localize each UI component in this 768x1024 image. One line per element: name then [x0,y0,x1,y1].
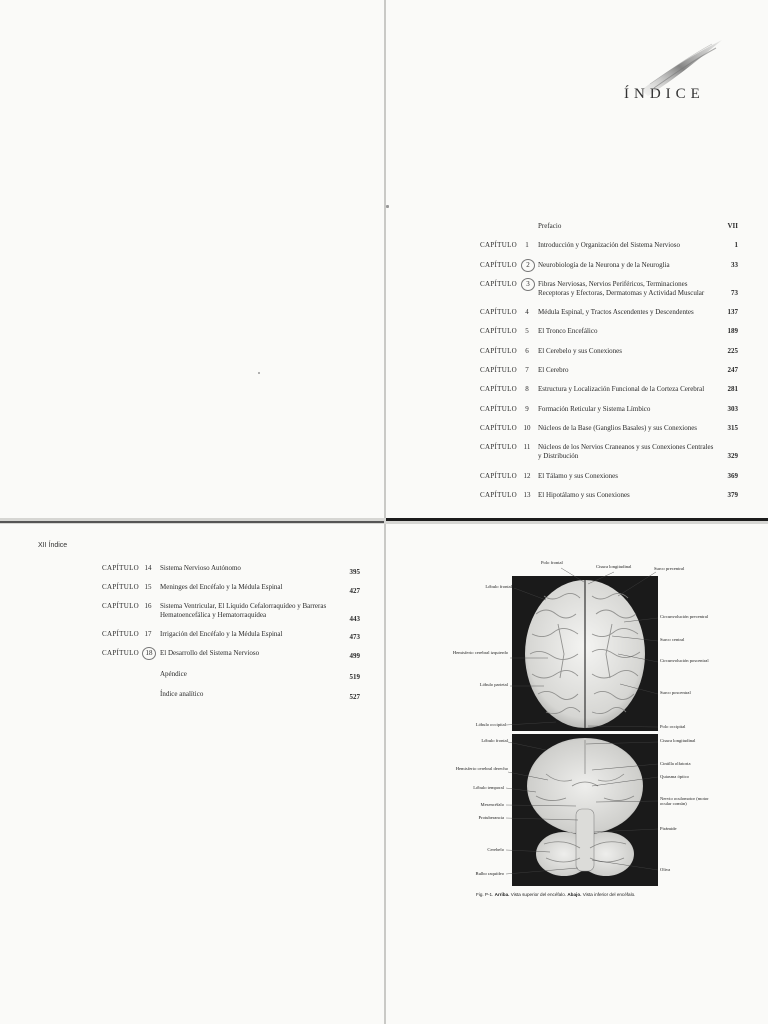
page-number: 1 [734,241,738,249]
page-number: 519 [349,673,360,681]
chapter-number: 10 [523,424,531,432]
label-hemisferio-izquierdo: Hemisferio cerebral izquierdo [452,650,508,655]
page-number: 329 [727,452,738,460]
index-title: ÍNDICE [624,86,705,102]
chapter-title: Irrigación del Encéfalo y la Médula Espinal [160,630,283,638]
scan-edge-shadow [386,518,768,521]
label-protuberancia: Protuberancia [478,815,504,820]
label-lobulo-frontal-inf: Lóbulo frontal [481,738,508,743]
label-oliva: Oliva [660,867,671,872]
page-number: 379 [727,491,738,499]
chapter-title: Sistema Ventricular, El Líquido Cefalorraquídeo y Barreras Hematoencefálica y Hematorraquídea [160,602,327,619]
chapter-label: CAPÍTULO [102,649,140,657]
chapter-number: 4 [525,308,529,316]
label-lobulo-parietal: Lóbulo parietal [479,682,508,687]
caption-b: Vista superior del encéfalo. [510,892,567,897]
page-number: 189 [727,327,738,335]
chapter-number: 3 [521,278,535,291]
chapter-title: Meninges del Encéfalo y la Médula Espinal [160,583,283,591]
label-bulbo-raquideo: Bulbo raquídeo [475,871,504,876]
chapter-title: Sistema Nervioso Autónomo [160,564,241,572]
chapter-title: Fibras Nerviosas, Nervios Periféricos, Terminaciones Receptoras y Efectoras, Dermatomas y Actividad Muscular [538,280,705,297]
label-surco-poscentral: Surco poscentral [660,690,691,695]
caption-c: Abajo. [567,892,582,897]
chapter-label: CAPÍTULO [480,491,518,499]
index-page [386,0,768,518]
chapter-title: Estructura y Localización Funcional de la Corteza Cerebral [538,385,705,393]
chapter-label: CAPÍTULO [480,280,518,288]
label-cintilla-olfatoria: Cintilla olfatoria [660,761,691,766]
paper-speck [386,205,389,208]
chapter-label: CAPÍTULO [480,443,518,451]
figure-page [386,524,768,1024]
chapter-number: 15 [144,583,152,591]
chapter-title: El Cerebro [538,366,569,374]
chapter-label: CAPÍTULO [480,424,518,432]
page-number: VII [727,222,738,230]
chapter-label: CAPÍTULO [102,583,140,591]
page-number: 73 [731,288,738,297]
chapter-label: CAPÍTULO [480,308,518,316]
table-of-contents [480,222,738,512]
chapter-title: Núcleos de los Nervios Craneanos y sus Conexiones Centrales y Distribución [538,443,714,460]
page-number: 395 [349,568,360,576]
scan-edge-shadow [0,521,384,523]
chapter-number: 1 [525,241,529,249]
table-of-contents [102,564,360,764]
chapter-number: 16 [144,602,152,610]
paper-speck [258,372,260,374]
page-number: 427 [349,587,360,595]
chapter-label: CAPÍTULO [480,347,518,355]
chapter-label: CAPÍTULO [480,472,518,480]
page-number: 527 [349,693,360,701]
page-number: 369 [727,472,738,480]
chapter-title: El Tronco Encefálico [538,327,598,335]
label-polo-frontal: Polo frontal [541,560,563,565]
chapter-label: CAPÍTULO [480,327,518,335]
page-number: 473 [349,633,360,641]
running-header: XII Índice [38,542,68,549]
chapter-number: 12 [523,472,531,480]
chapter-title: Formación Reticular y Sistema Límbico [538,405,651,413]
chapter-title: Introducción y Organización del Sistema Nervioso [538,241,680,249]
label-piramide: Pirámide [660,826,677,831]
caption-a: Arriba. [494,892,510,897]
label-circ-poscentral: Circunvolución poscentral [660,658,709,663]
label-mesencefalo: Mesencéfalo [480,802,504,807]
page-number: 247 [727,366,738,374]
chapter-title: Médula Espinal, y Tractos Ascendentes y Descendentes [538,308,694,316]
chapter-label: CAPÍTULO [480,385,518,393]
chapter-number: 18 [142,647,156,660]
label-circ-precentral: Circunvolución precentral [660,614,709,619]
chapter-number: 5 [525,327,529,335]
label-cisura-longitudinal-inf: Cisura longitudinal [660,738,696,743]
caption-prefix: Fig. P-1. [476,892,494,897]
chapter-title: Prefacio [538,222,562,230]
label-hemisferio-derecho: Hemisferio cerebral derecho [455,766,508,771]
chapter-number: 14 [144,564,152,572]
chapter-number: 7 [525,366,529,374]
page-number: 281 [727,385,738,393]
label-surco-central: Surco central [660,637,685,642]
chapter-number: 6 [525,347,529,355]
label-cisura-longitudinal: Cisura longitudinal [596,564,632,569]
label-lobulo-frontal: Lóbulo frontal [485,584,512,589]
chapter-label: CAPÍTULO [480,366,518,374]
chapter-title: Núcleos de la Base (Ganglios Basales) y sus Conexiones [538,424,698,432]
caption-d: Vista inferior del encéfalo. [582,892,636,897]
label-lobulo-temporal: Lóbulo temporal [473,785,504,790]
page-number: 33 [731,261,738,269]
label-cerebelo: Cerebelo [487,847,504,852]
label-surco-precentral: Surco precentral [654,566,685,571]
chapter-label: CAPÍTULO [102,630,140,638]
page-number: 137 [727,308,738,316]
chapter-number: 2 [521,259,535,272]
label-nervio-oculomotor: Nervio oculomotor (motor ocular común) [660,796,709,807]
figure-caption [476,892,635,897]
chapter-label: CAPÍTULO [480,405,518,413]
label-polo-occipital: Polo occipital [660,724,686,729]
index-page-continued [0,524,384,1024]
chapter-title: Índice analítico [160,690,204,698]
chapter-title: Neurobiología de la Neurona y de la Neuroglia [538,261,670,269]
page-number: 225 [727,347,738,355]
chapter-label: CAPÍTULO [480,261,518,269]
page-number: 303 [727,405,738,413]
page-number: 315 [727,424,738,432]
chapter-number: 9 [525,405,529,413]
chapter-number: 17 [144,630,152,638]
chapter-title: El Hipotálamo y sus Conexiones [538,491,630,499]
page-number: 443 [349,615,360,623]
chapter-number: 13 [523,491,531,499]
chapter-number: 11 [523,443,531,451]
chapter-label: CAPÍTULO [102,602,140,610]
chapter-title: El Tálamo y sus Conexiones [538,472,618,480]
page-number: 499 [349,652,360,660]
chapter-title: El Cerebelo y sus Conexiones [538,347,622,355]
label-lobulo-occipital: Lóbulo occipital [475,722,506,727]
label-quiasma-optico: Quiasma óptico [660,774,689,779]
chapter-label: CAPÍTULO [102,564,140,572]
chapter-label: CAPÍTULO [480,241,518,249]
chapter-title: Apéndice [160,670,187,678]
chapter-number: 8 [525,385,529,393]
chapter-title: El Desarrollo del Sistema Nervioso [160,649,260,657]
blank-page [0,0,384,518]
